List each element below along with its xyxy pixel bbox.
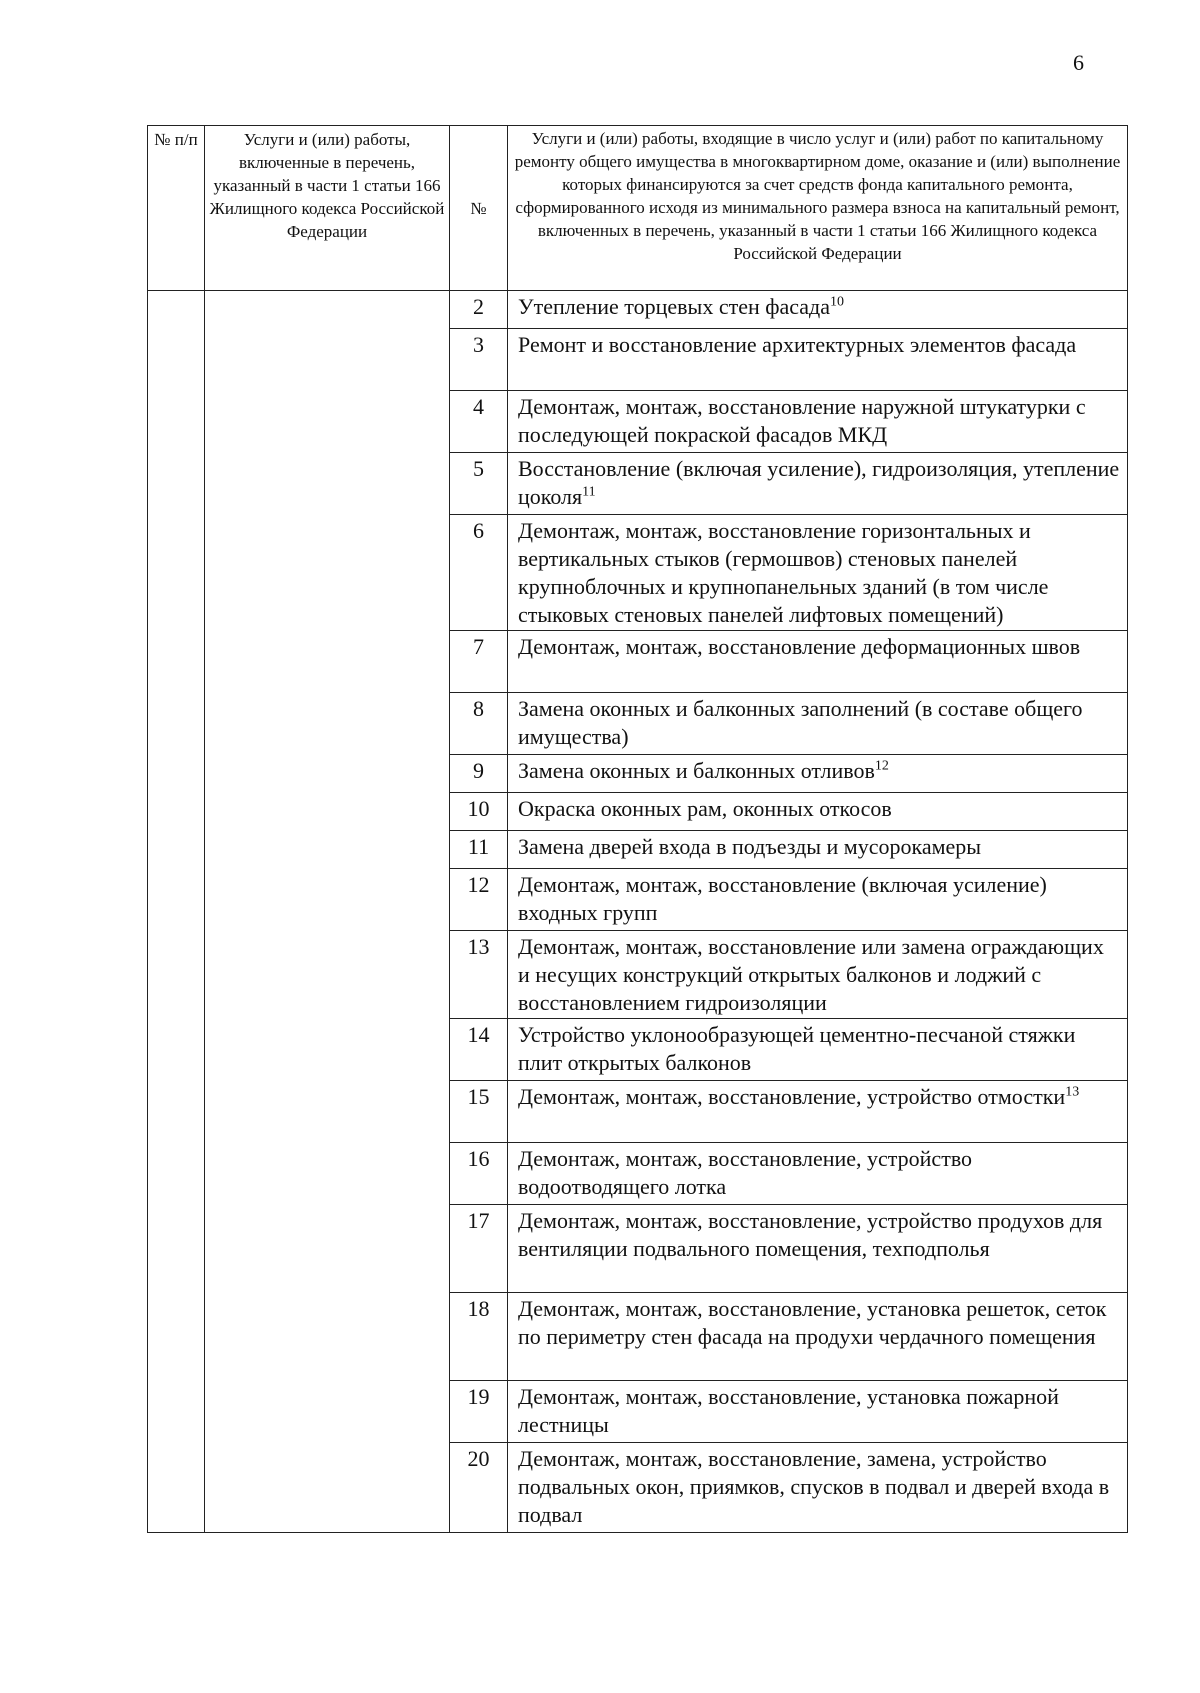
- header-number: №: [450, 126, 508, 291]
- header-item-number: № п/п: [148, 126, 205, 291]
- row-description: [508, 1019, 1128, 1081]
- row-description-text: Демонтаж, монтаж, восстановление, устройство водоотводящего лотка: [518, 1146, 973, 1199]
- row-number: 6: [450, 515, 508, 631]
- row-description: [508, 693, 1128, 755]
- row-description-text: Ремонт и восстановление архитектурных элементов фасада: [518, 332, 1077, 357]
- row-number: 19: [450, 1381, 508, 1443]
- page-number: 6: [1073, 50, 1084, 75]
- row-description: [508, 1381, 1128, 1443]
- row-number: 4: [450, 391, 508, 453]
- row-description: [508, 1081, 1128, 1143]
- row-number: 17: [450, 1205, 508, 1293]
- row-description: [508, 515, 1128, 631]
- row-description: [508, 453, 1128, 515]
- table-row: [148, 291, 1128, 329]
- row-description-text: Демонтаж, монтаж, восстановление деформационных швов: [518, 634, 1081, 659]
- footnote-marker: 12: [874, 758, 889, 774]
- row-number: 8: [450, 693, 508, 755]
- row-description: [508, 1443, 1128, 1533]
- row-description-text: Утепление торцевых стен фасада: [518, 294, 831, 319]
- header-service-description: Услуги и (или) работы, входящие в число услуг и (или) работ по капитальному ремонту общего имущества в многоквартирном доме, оказание и (или) выполнение которых финансируются за счет средств фонда капитального ремонта, сформированного исходя из минимального размера взноса на капитальный ремонт, включенных в перечень, указанный в части 1 статьи 166 Жилищного кодекса Российской Федерации: [508, 126, 1128, 291]
- item-number-cell: [148, 291, 205, 1533]
- row-description-text: Демонтаж, монтаж, восстановление, устройство отмостки: [518, 1084, 1066, 1109]
- row-description-text: Демонтаж, монтаж, восстановление горизонтальных и вертикальных стыков (гермошвов) стеновых панелей крупноблочных и крупнопанельных зданий (в том числе стыковых стеновых панелей лифтовых помещений): [518, 518, 1049, 627]
- row-description: [508, 291, 1128, 329]
- footnote-marker: 10: [830, 294, 845, 310]
- row-number: 9: [450, 755, 508, 793]
- row-number: 12: [450, 869, 508, 931]
- row-description: [508, 869, 1128, 931]
- row-number: 2: [450, 291, 508, 329]
- table-header-row: [148, 126, 1128, 291]
- works-table: [147, 125, 1128, 1533]
- row-description-text: Демонтаж, монтаж, восстановление, установка пожарной лестницы: [518, 1384, 1059, 1437]
- row-description-text: Демонтаж, монтаж, восстановление наружной штукатурки с последующей покраской фасадов МКД: [518, 394, 1086, 447]
- row-number: 15: [450, 1081, 508, 1143]
- row-number: 5: [450, 453, 508, 515]
- row-description: [508, 631, 1128, 693]
- row-description: [508, 931, 1128, 1019]
- row-description: [508, 1293, 1128, 1381]
- row-description-text: Окраска оконных рам, оконных откосов: [518, 796, 892, 821]
- footnote-marker: 11: [582, 484, 596, 500]
- row-description: [508, 755, 1128, 793]
- row-description-text: Демонтаж, монтаж, восстановление (включая усиление) входных групп: [518, 872, 1047, 925]
- row-number: 7: [450, 631, 508, 693]
- row-number: 20: [450, 1443, 508, 1533]
- row-number: 16: [450, 1143, 508, 1205]
- row-description-text: Замена дверей входа в подъезды и мусорокамеры: [518, 834, 982, 859]
- row-number: 13: [450, 931, 508, 1019]
- row-number: 18: [450, 1293, 508, 1381]
- row-description: [508, 831, 1128, 869]
- footnote-marker: 13: [1065, 1084, 1080, 1100]
- row-description: [508, 329, 1128, 391]
- row-number: 10: [450, 793, 508, 831]
- row-description-text: Восстановление (включая усиление), гидроизоляция, утепление цоколя: [518, 456, 1120, 509]
- row-description: [508, 1143, 1128, 1205]
- service-category-cell: [205, 291, 450, 1533]
- row-description: [508, 793, 1128, 831]
- row-description-text: Замена оконных и балконных заполнений (в составе общего имущества): [518, 696, 1083, 749]
- row-number: 14: [450, 1019, 508, 1081]
- row-description: [508, 391, 1128, 453]
- row-description-text: Замена оконных и балконных отливов: [518, 758, 875, 783]
- row-description: [508, 1205, 1128, 1293]
- row-description-text: Устройство уклонообразующей цементно-песчаной стяжки плит открытых балконов: [518, 1022, 1076, 1075]
- row-description-text: Демонтаж, монтаж, восстановление или замена ограждающих и несущих конструкций открытых балконов и лоджий с восстановлением гидроизоляции: [518, 934, 1104, 1015]
- row-description-text: Демонтаж, монтаж, восстановление, установка решеток, сеток по периметру стен фасада на продухи чердачного помещения: [518, 1296, 1107, 1349]
- row-number: 11: [450, 831, 508, 869]
- row-description-text: Демонтаж, монтаж, восстановление, устройство продухов для вентиляции подвального помещения, техподполья: [518, 1208, 1103, 1261]
- row-description-text: Демонтаж, монтаж, восстановление, замена, устройство подвальных окон, приямков, спусков в подвал и дверей входа в подвал: [518, 1446, 1110, 1527]
- header-service-category: Услуги и (или) работы, включенные в перечень, указанный в части 1 статьи 166 Жилищного кодекса Российской Федерации: [205, 126, 450, 291]
- row-number: 3: [450, 329, 508, 391]
